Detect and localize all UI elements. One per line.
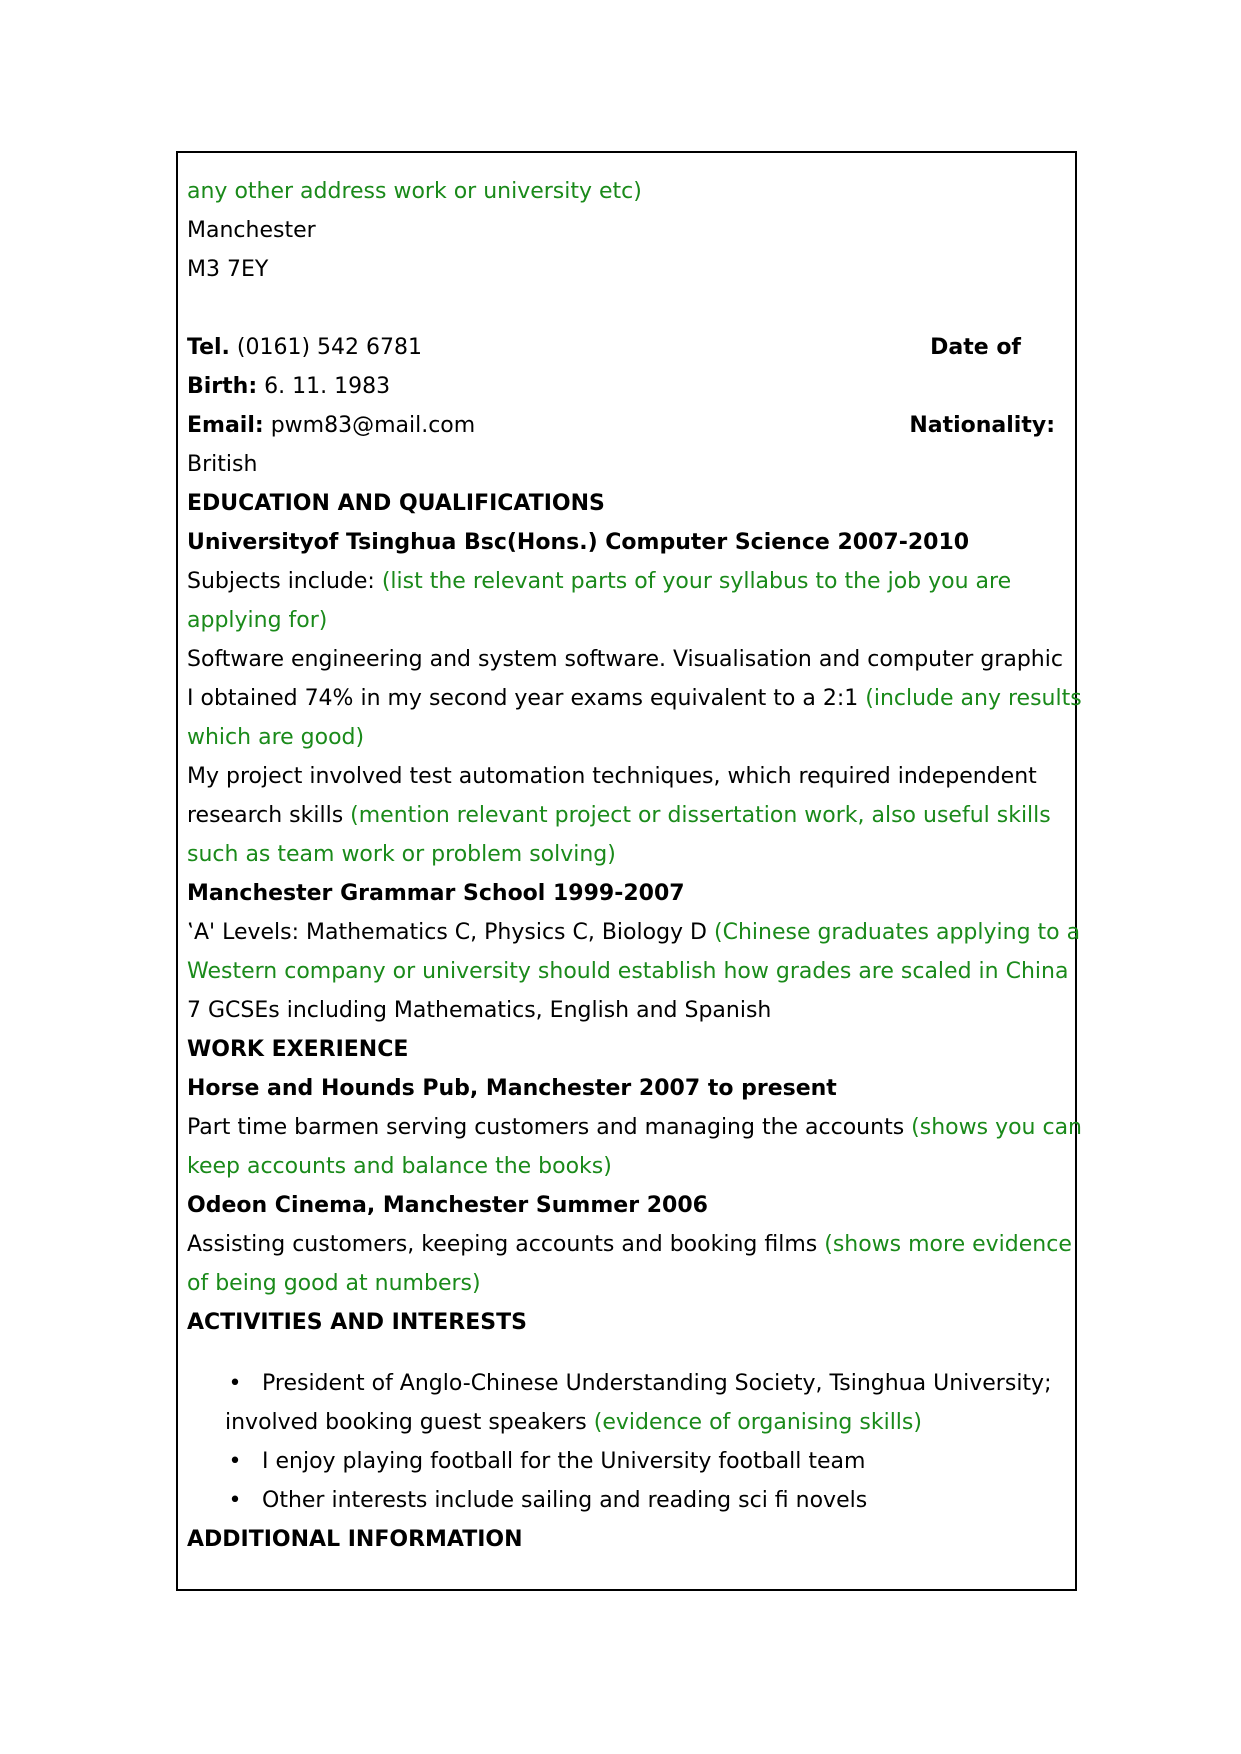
project-text-cont: research skills: [187, 803, 344, 828]
email-value: pwm83@mail.com: [270, 413, 476, 438]
email-row: [187, 406, 1067, 445]
dob-row: [187, 367, 1067, 406]
results-text: I obtained 74% in my second year exams equivalent to a 2:1: [187, 686, 859, 711]
job2-row: [187, 1225, 1072, 1264]
job2-title: Odeon Cinema, Manchester Summer 2006: [187, 1193, 708, 1218]
additional-heading: ADDITIONAL INFORMATION: [187, 1527, 523, 1552]
job1-text: Part time barmen serving customers and managing the accounts: [187, 1115, 905, 1140]
address-note: any other address work or university etc): [187, 179, 642, 204]
alevels-text: ‛A' Levels: Mathematics C, Physics C, Biology D: [187, 920, 707, 945]
alevels-note: (Chinese graduates applying to a: [714, 920, 1081, 945]
job1-title: Horse and Hounds Pub, Manchester 2007 to present: [187, 1076, 837, 1101]
dob-label-part2: Birth:: [187, 374, 258, 399]
tel-group: [187, 328, 422, 367]
spacer: [187, 289, 1067, 328]
tel-row: [187, 328, 1067, 367]
gcse-text: 7 GCSEs including Mathematics, English and Spanish: [187, 998, 772, 1023]
nationality-label: Nationality:: [909, 413, 1055, 438]
activity-item-note: (evidence of organising skills): [593, 1410, 922, 1435]
activity-item-text: I enjoy playing football for the University football team: [262, 1449, 866, 1474]
email-label: Email:: [187, 413, 264, 438]
address-city: Manchester: [187, 218, 316, 243]
job2-note: (shows more evidence: [824, 1232, 1072, 1257]
work-heading: WORK EXERIENCE: [187, 1037, 409, 1062]
results-note-cont: which are good): [187, 725, 365, 750]
education-heading: EDUCATION AND QUALIFICATIONS: [187, 491, 605, 516]
dob-label-part1: Date of: [930, 335, 1021, 360]
activity-item: [225, 1442, 1067, 1481]
tel-value: (0161) 542 6781: [236, 335, 423, 360]
activities-heading: ACTIVITIES AND INTERESTS: [187, 1310, 527, 1335]
subjects-text: Software engineering and system software. Visualisation and computer graphic: [187, 647, 1063, 672]
address-postcode: M3 7EY: [187, 257, 269, 282]
school-title: Manchester Grammar School 1999-2007: [187, 881, 685, 906]
job1-note: (shows you can: [911, 1115, 1083, 1140]
nationality-value: British: [187, 452, 258, 477]
university-title: Universityof Tsinghua Bsc(Hons.) Computer Science 2007-2010: [187, 530, 970, 555]
tel-label: Tel.: [187, 335, 230, 360]
subjects-note-cont: applying for): [187, 608, 328, 633]
project-note-cont: such as team work or problem solving): [187, 842, 616, 867]
alevels-row: [187, 913, 1081, 952]
activity-item: [225, 1364, 1067, 1403]
project-row: [187, 796, 1067, 835]
project-note: (mention relevant project or dissertation work, also useful skills: [350, 803, 1051, 828]
dob-value: 6. 11. 1983: [264, 374, 391, 399]
job1-note-cont: keep accounts and balance the books): [187, 1154, 612, 1179]
bullet-icon: •: [228, 1371, 242, 1396]
subjects-row: [187, 562, 1067, 601]
activity-item: [225, 1481, 1067, 1520]
activity-item-cont: [225, 1403, 1067, 1442]
results-row: [187, 679, 1082, 718]
alevels-note-cont: Western company or university should establish how grades are scaled in China: [187, 959, 1069, 984]
job1-row: [187, 1108, 1083, 1147]
activity-item-text: President of Anglo-Chinese Understanding Society, Tsinghua University;: [262, 1371, 1052, 1396]
project-text: My project involved test automation techniques, which required independent: [187, 764, 1037, 789]
activity-item-text-cont: involved booking guest speakers: [225, 1410, 587, 1435]
bullet-icon: •: [228, 1488, 242, 1513]
results-note: (include any results: [865, 686, 1082, 711]
activity-item-text: Other interests include sailing and reading sci fi novels: [262, 1488, 868, 1513]
bullet-icon: •: [228, 1449, 242, 1474]
subjects-note: (list the relevant parts of your syllabus to the job you are: [381, 569, 1012, 594]
job2-note-cont: of being good at numbers): [187, 1271, 481, 1296]
email-group: [187, 406, 475, 445]
cv-content: [187, 172, 1083, 1559]
job2-text: Assisting customers, keeping accounts and booking films: [187, 1232, 818, 1257]
subjects-label: Subjects include:: [187, 569, 375, 594]
spacer: [187, 1342, 1067, 1364]
